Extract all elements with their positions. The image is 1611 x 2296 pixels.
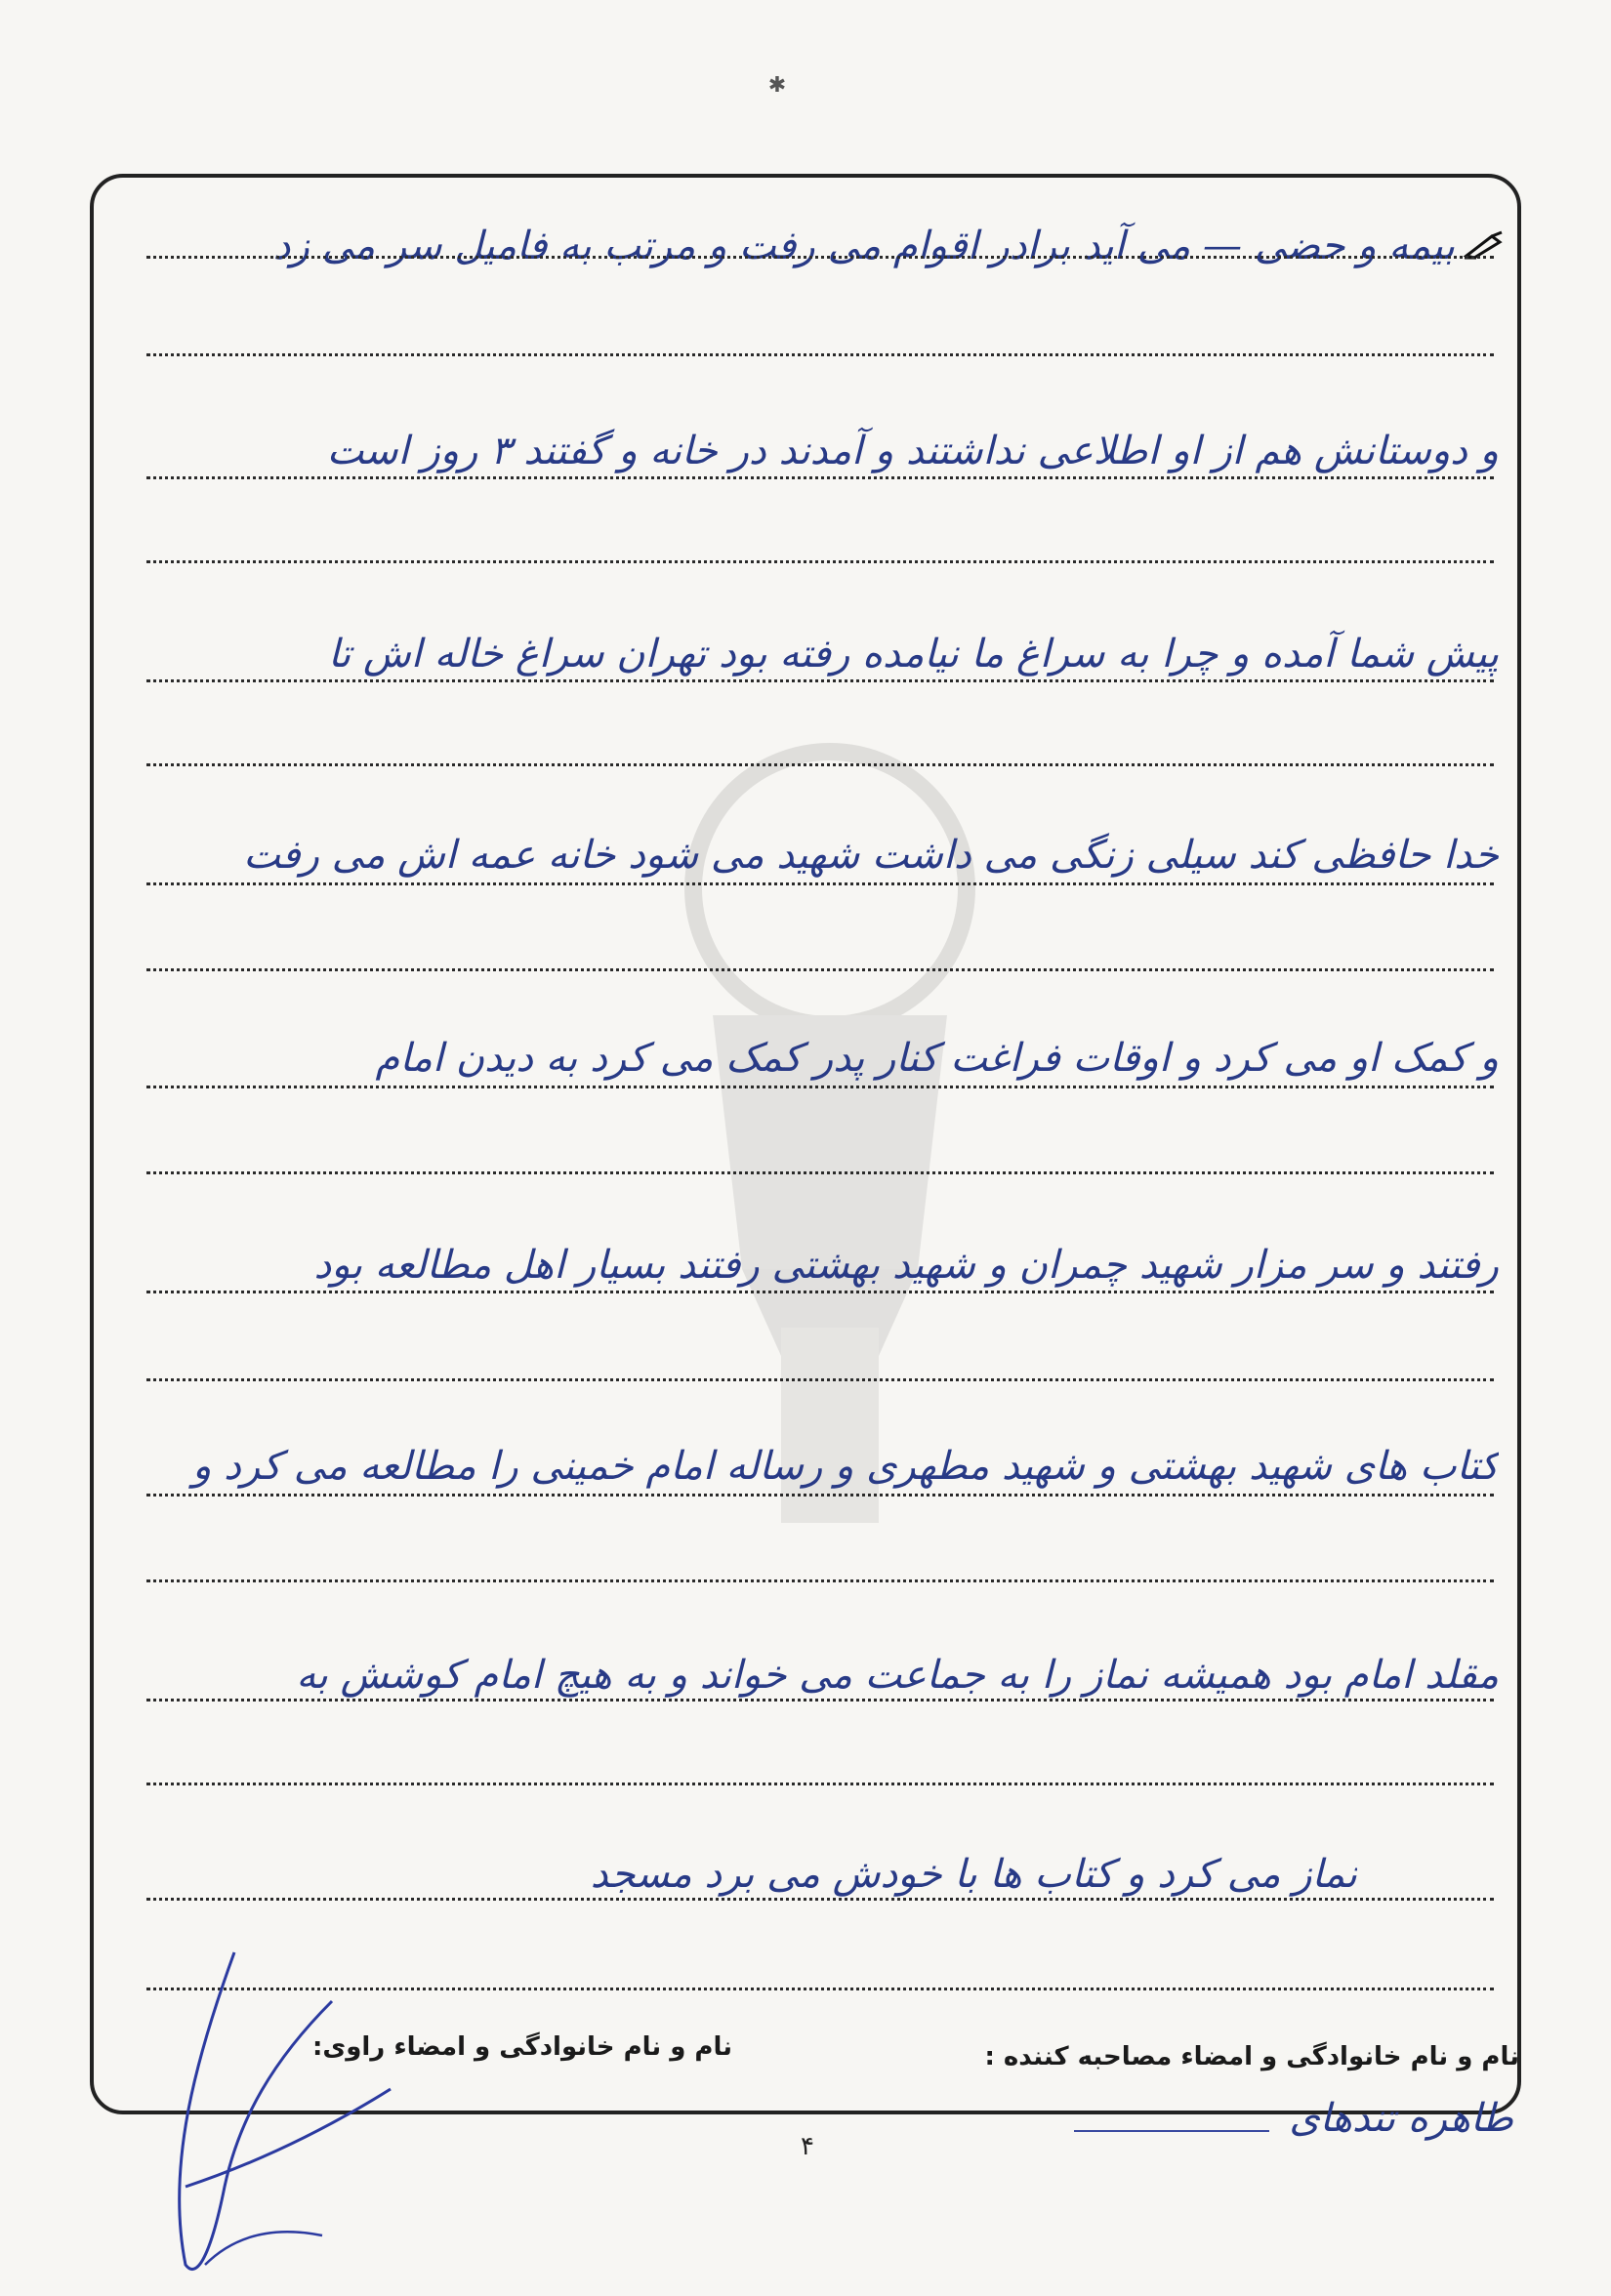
dotted-rule (146, 1086, 1494, 1088)
dotted-rule (146, 679, 1494, 682)
page-number: ۴ (801, 2132, 814, 2161)
dotted-rule (146, 882, 1494, 885)
star-mark-icon: ✱ (767, 73, 787, 98)
handwritten-line: مقلد امام بود همیشه نماز را به جماعت می خواند و به هیچ امام کوشش به (296, 1653, 1499, 1698)
handwritten-line: کتاب های شهید بهشتی و شهید مطهری و رساله امام خمینی را مطالعه می کرد و (192, 1444, 1499, 1489)
dotted-rule (146, 763, 1494, 766)
dotted-rule (146, 256, 1494, 259)
dotted-rule (146, 1699, 1494, 1702)
dotted-rule (146, 353, 1494, 356)
handwritten-line: و کمک او می کرد و اوقات فراغت کنار پدر کمک می کرد به دیدن امام (375, 1036, 1499, 1081)
signature-underline (1074, 2130, 1269, 2132)
dotted-rule (146, 476, 1494, 479)
handwritten-line: نماز می کرد و کتاب ها با خودش می برد مسجد (590, 1852, 1357, 1897)
dotted-rule (146, 1494, 1494, 1496)
dotted-rule (146, 1171, 1494, 1174)
handwritten-line: بیمه و حضی — می آید برادر اقوام می رفت و مرتب به فامیل سر می زد (272, 224, 1455, 268)
dotted-rule (146, 560, 1494, 563)
dotted-rule (146, 968, 1494, 971)
dotted-rule (146, 1783, 1494, 1785)
handwritten-line: رفتند و سر مزار شهید چمران و شهید بهشتی رفتند بسیار اهل مطالعه بود (313, 1243, 1499, 1288)
handwritten-line: خدا حافظی کند سیلی زنگی می داشت شهید می شود خانه عمه اش می رفت (243, 833, 1499, 878)
handwritten-line: پیش شما آمده و چرا به سراغ ما نیامده رفته بود تهران سراغ خاله اش تا (327, 632, 1499, 676)
dotted-rule (146, 1378, 1494, 1381)
dotted-rule (146, 1579, 1494, 1582)
interviewer-signature-label: نام و نام خانوادگی و امضاء مصاحبه کننده : (984, 2042, 1519, 2071)
narrator-signature (127, 1943, 400, 2296)
narrator-signature-label: نام و نام خانوادگی و امضاء راوی: (312, 2032, 732, 2062)
dotted-rule (146, 1898, 1494, 1901)
dotted-rule (146, 1291, 1494, 1293)
handwritten-line: و دوستانش هم از او اطلاعی نداشتند و آمدند در خانه و گفتند ۳ روز است (326, 429, 1499, 473)
interviewer-signature: طاهره تندهای (1289, 2096, 1513, 2141)
